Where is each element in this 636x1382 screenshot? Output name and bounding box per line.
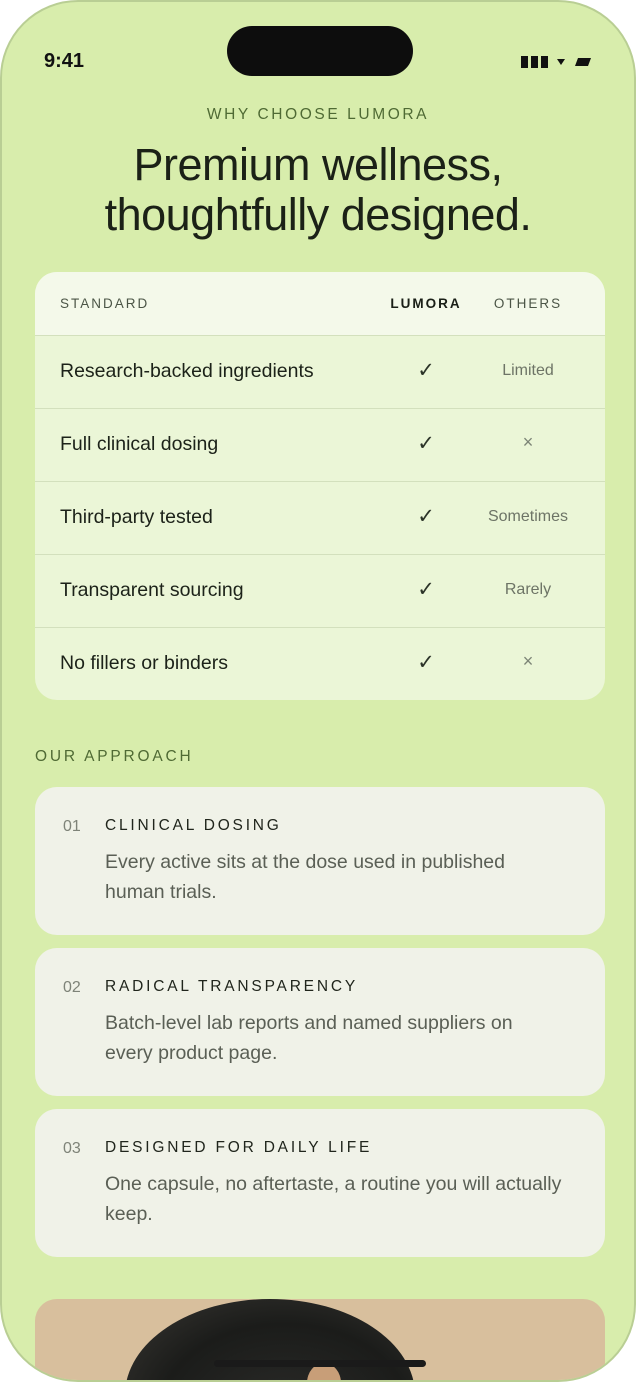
battery-icon — [574, 57, 592, 67]
table-row — [35, 628, 605, 700]
check-icon: ✓ — [417, 359, 435, 382]
table-header — [35, 272, 605, 336]
row-label: Transparent sourcing — [60, 579, 244, 601]
card-title: RADICAL TRANSPARENCY — [105, 978, 358, 995]
approach-card — [35, 948, 605, 1096]
card-body: Every active sits at the dose used in published human trials. — [105, 851, 505, 903]
column-header-lumora: LUMORA — [390, 296, 462, 311]
row-label: Third-party tested — [60, 506, 213, 528]
card-body: One capsule, no aftertaste, a routine you will actually keep. — [105, 1173, 562, 1225]
table-row — [35, 409, 605, 482]
card-title: CLINICAL DOSING — [105, 817, 282, 834]
row-label: Full clinical dosing — [60, 433, 219, 455]
page-headline — [2, 140, 634, 240]
dynamic-island — [227, 26, 413, 76]
check-icon: ✓ — [417, 505, 435, 528]
home-indicator[interactable] — [214, 1360, 426, 1367]
card-number: 01 — [63, 818, 81, 835]
row-label: Research-backed ingredients — [60, 360, 314, 382]
check-icon: ✓ — [417, 651, 435, 674]
approach-section-label: OUR APPROACH — [35, 748, 194, 765]
wifi-icon — [556, 57, 566, 67]
check-icon: ✓ — [417, 578, 435, 601]
card-number: 03 — [63, 1140, 81, 1157]
approach-card — [35, 1109, 605, 1257]
signal-icon — [521, 56, 548, 68]
section-eyebrow: WHY CHOOSE LUMORA — [206, 106, 430, 123]
cross-icon: × — [522, 432, 534, 452]
table-row — [35, 482, 605, 555]
photo-hair — [125, 1299, 415, 1382]
check-icon: ✓ — [417, 432, 435, 455]
lifestyle-photo — [35, 1299, 605, 1382]
column-header-standard: STANDARD — [60, 296, 150, 311]
others-value: Rarely — [504, 581, 552, 598]
card-number: 02 — [63, 979, 81, 996]
others-value: Limited — [502, 362, 554, 379]
headline-line-2: thoughtfully designed. — [104, 189, 532, 240]
column-header-others: OTHERS — [493, 296, 563, 311]
row-label: No fillers or binders — [60, 652, 228, 674]
approach-card — [35, 787, 605, 935]
table-row — [35, 555, 605, 628]
others-value: Sometimes — [487, 508, 569, 525]
status-icons — [521, 56, 592, 68]
card-body: Batch-level lab reports and named suppliers on every product page. — [105, 1012, 513, 1064]
cross-icon: × — [522, 651, 534, 671]
comparison-table — [35, 272, 605, 700]
headline-line-1: Premium wellness, — [133, 139, 503, 190]
table-row — [35, 336, 605, 409]
status-time: 9:41 — [44, 50, 85, 72]
card-title: DESIGNED FOR DAILY LIFE — [105, 1139, 373, 1156]
